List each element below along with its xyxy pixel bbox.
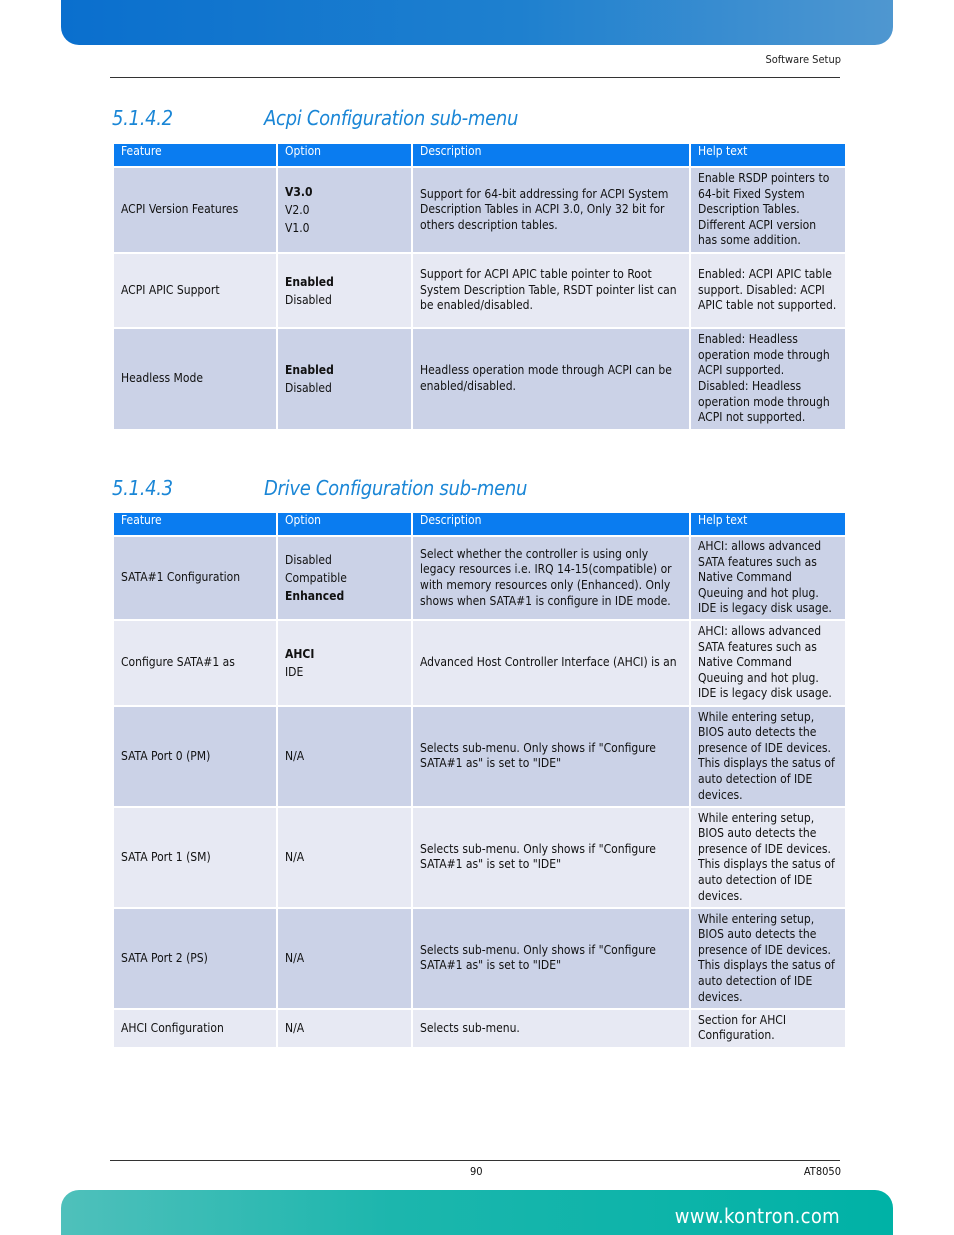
option-value: N/A bbox=[285, 1021, 305, 1036]
column-header-feature: Feature bbox=[114, 144, 276, 166]
help-text-cell: Enable RSDP pointers to 64-bit Fixed System Description Tables. Different ACPI version has some addition. bbox=[691, 168, 845, 252]
column-header-help-text: Help text bbox=[691, 513, 845, 535]
option-value: N/A bbox=[285, 850, 305, 865]
website-url: www.kontron.com bbox=[674, 1204, 840, 1228]
acpi-section-heading bbox=[112, 106, 518, 130]
option-cell bbox=[278, 707, 411, 806]
description-cell: Support for ACPI APIC table pointer to Root System Description Table, RSDT pointer list can be enabled/disabled. bbox=[413, 254, 689, 327]
feature-cell: SATA Port 0 (PM) bbox=[114, 707, 276, 806]
help-text-cell: Section for AHCI Configuration. bbox=[691, 1010, 845, 1047]
header-section-label: Software Setup bbox=[765, 53, 841, 66]
description-cell: Selects sub-menu. Only shows if "Configure SATA#1 as" is set to "IDE" bbox=[413, 707, 689, 806]
column-header-description: Description bbox=[413, 513, 689, 535]
acpi-section-number: 5.1.4.2 bbox=[112, 106, 173, 130]
option-value: AHCI bbox=[285, 646, 315, 661]
description-cell: Selects sub-menu. bbox=[413, 1010, 689, 1047]
option-cell bbox=[278, 537, 411, 619]
feature-cell: AHCI Configuration bbox=[114, 1010, 276, 1047]
feature-cell: Configure SATA#1 as bbox=[114, 621, 276, 705]
header-rule bbox=[110, 77, 840, 78]
option-value: Disabled bbox=[285, 292, 332, 307]
top-banner bbox=[61, 0, 893, 45]
description-cell: Selects sub-menu. Only shows if "Configure SATA#1 as" is set to "IDE" bbox=[413, 909, 689, 1008]
description-cell: Advanced Host Controller Interface (AHCI) is an bbox=[413, 621, 689, 705]
table-row bbox=[114, 329, 845, 429]
table-row bbox=[114, 808, 845, 907]
option-value: V2.0 bbox=[285, 203, 310, 217]
option-cell bbox=[278, 168, 411, 252]
drive-config-table bbox=[112, 511, 847, 1049]
feature-cell: Headless Mode bbox=[114, 329, 276, 429]
drive-section-number: 5.1.4.3 bbox=[112, 476, 173, 500]
column-header-option: Option bbox=[278, 513, 411, 535]
help-text-cell: While entering setup, BIOS auto detects the presence of IDE devices. This displays the satus of auto detection of IDE devices. bbox=[691, 808, 845, 907]
table-row bbox=[114, 909, 845, 1008]
page-number: 90 bbox=[470, 1165, 483, 1178]
option-value: N/A bbox=[285, 749, 305, 764]
option-value: IDE bbox=[285, 664, 304, 679]
help-text-cell: Enabled: ACPI APIC table support. Disabled: ACPI APIC table not supported. bbox=[691, 254, 845, 327]
option-cell bbox=[278, 329, 411, 429]
option-cell bbox=[278, 808, 411, 907]
description-cell: Headless operation mode through ACPI can be enabled/disabled. bbox=[413, 329, 689, 429]
table-row bbox=[114, 537, 845, 619]
document-id: AT8050 bbox=[803, 1165, 841, 1178]
option-value: Enabled bbox=[285, 274, 334, 289]
description-cell: Support for 64-bit addressing for ACPI System Description Tables in ACPI 3.0, Only 32 bit for others description tables. bbox=[413, 168, 689, 252]
option-value: Enhanced bbox=[285, 588, 345, 603]
help-text-cell: While entering setup, BIOS auto detects the presence of IDE devices. This displays the satus of auto detection of IDE devices. bbox=[691, 909, 845, 1008]
footer-rule bbox=[110, 1160, 840, 1161]
table-row bbox=[114, 621, 845, 705]
option-value: Enabled bbox=[285, 363, 334, 377]
help-text-cell: While entering setup, BIOS auto detects the presence of IDE devices. This displays the satus of auto detection of IDE devices. bbox=[691, 707, 845, 806]
option-value: V3.0 bbox=[285, 185, 313, 199]
table-row bbox=[114, 1010, 845, 1047]
acpi-config-table bbox=[112, 142, 847, 431]
description-cell: Selects sub-menu. Only shows if "Configure SATA#1 as" is set to "IDE" bbox=[413, 808, 689, 907]
acpi-section-title: Acpi Configuration sub-menu bbox=[264, 106, 519, 130]
option-value: Compatible bbox=[285, 570, 347, 585]
column-header-description: Description bbox=[413, 144, 689, 166]
feature-cell: SATA Port 2 (PS) bbox=[114, 909, 276, 1008]
help-text-cell: AHCI: allows advanced SATA features such as Native Command Queuing and hot plug. IDE is legacy disk usage. bbox=[691, 537, 845, 619]
column-header-option: Option bbox=[278, 144, 411, 166]
option-cell bbox=[278, 909, 411, 1008]
option-value: V1.0 bbox=[285, 221, 310, 235]
option-value: Disabled bbox=[285, 552, 332, 567]
drive-section-heading bbox=[112, 476, 527, 500]
table-header-row bbox=[114, 144, 845, 166]
help-text-cell: AHCI: allows advanced SATA features such as Native Command Queuing and hot plug. IDE is legacy disk usage. bbox=[691, 621, 845, 705]
option-cell bbox=[278, 254, 411, 327]
drive-section-title: Drive Configuration sub-menu bbox=[264, 476, 528, 500]
option-value: Disabled bbox=[285, 381, 332, 395]
feature-cell: ACPI Version Features bbox=[114, 168, 276, 252]
help-text-cell: Enabled: Headless operation mode through ACPI supported. Disabled: Headless operation mode through ACPI not supported. bbox=[691, 329, 845, 429]
table-row bbox=[114, 707, 845, 806]
column-header-feature: Feature bbox=[114, 513, 276, 535]
feature-cell: ACPI APIC Support bbox=[114, 254, 276, 327]
description-cell: Select whether the controller is using only legacy resources i.e. IRQ 14-15(compatible) or with memory resources only (Enhanced). Only shows when SATA#1 is configure in IDE mode. bbox=[413, 537, 689, 619]
table-row bbox=[114, 254, 845, 327]
option-value: N/A bbox=[285, 951, 305, 966]
column-header-help-text: Help text bbox=[691, 144, 845, 166]
table-row bbox=[114, 168, 845, 252]
table-header-row bbox=[114, 513, 845, 535]
feature-cell: SATA#1 Configuration bbox=[114, 537, 276, 619]
option-cell bbox=[278, 1010, 411, 1047]
feature-cell: SATA Port 1 (SM) bbox=[114, 808, 276, 907]
option-cell bbox=[278, 621, 411, 705]
